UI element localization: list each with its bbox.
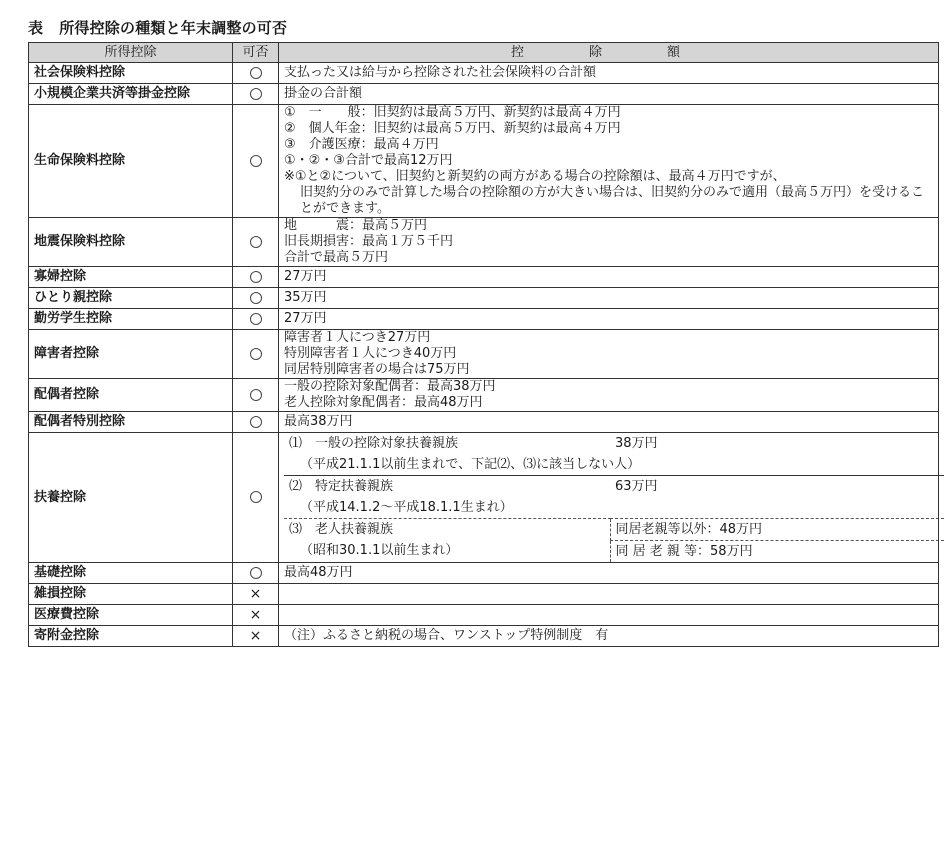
row-amount: 支払った又は給与から控除された社会保険料の合計額 [279,63,939,84]
table-row [29,105,939,218]
row-ok [233,412,279,433]
amount-line: 障害者１人につき27万円 [284,330,431,345]
header-name: 所得控除 [29,43,233,63]
row-amount [279,218,939,267]
amount-line: 地 震：最高５万円 [284,218,428,233]
header-ok: 可否 [233,43,279,63]
row-ok [233,267,279,288]
yes-mark [250,155,262,167]
yes-mark [250,348,262,360]
row-name: 社会保険料控除 [29,63,233,84]
row-ok [233,288,279,309]
header-row [29,43,939,63]
row-name: 勤労学生控除 [29,309,233,330]
row-ok [233,63,279,84]
yes-mark [250,313,262,325]
table-row [29,84,939,105]
amount-line: 合計で最高５万円 [284,250,389,265]
row-ok [233,105,279,218]
row-ok [233,563,279,584]
row-ok [233,433,279,563]
row-ok [233,379,279,412]
table-row [29,63,939,84]
no-mark: × [249,585,262,602]
table-row [29,330,939,379]
dep2-amount: 63万円 [615,478,658,494]
dep2-label: ⑵ 特定扶養親族 [289,478,394,494]
row-name: ひとり親控除 [29,288,233,309]
yes-mark [250,567,262,579]
no-mark: × [249,627,262,644]
table-row [29,626,939,647]
row-ok [233,330,279,379]
deduction-table [28,42,939,647]
table-row [29,218,939,267]
amount-line: ③ 介護医療：最高４万円 [284,137,439,152]
row-name: 雑損控除 [29,584,233,605]
yes-mark [250,271,262,283]
row-amount [279,105,939,218]
yes-mark [250,236,262,248]
header-amount: 控 除 額 [279,43,939,63]
row-amount [279,379,939,412]
row-ok [233,605,279,626]
dep3-amount-2: 同 居 老 親 等：58万円 [610,541,944,563]
table-caption [28,17,287,38]
yes-mark [250,389,262,401]
table-row [29,433,939,563]
no-mark: × [249,606,262,623]
table-row [29,379,939,412]
table-row [29,605,939,626]
yes-mark [250,292,262,304]
row-name: 障害者控除 [29,330,233,379]
amount-line: 一般の控除対象配偶者：最高38万円 [284,379,496,394]
row-amount [279,433,939,563]
dependents-grid [284,433,944,562]
row-amount [279,584,939,605]
amount-line: 旧長期損害：最高１万５千円 [284,234,454,249]
row-ok [233,309,279,330]
row-name: 地震保険料控除 [29,218,233,267]
yes-mark [250,88,262,100]
caption-label: 表 [28,19,44,37]
yes-mark [250,416,262,428]
table-row [29,309,939,330]
dep3-sub: （昭和30.1.1以前生まれ） [300,543,459,559]
row-ok [233,584,279,605]
row-name: 医療費控除 [29,605,233,626]
row-name: 配偶者控除 [29,379,233,412]
dep1-label: ⑴ 一般の控除対象扶養親族 [289,435,459,451]
row-name: 生命保険料控除 [29,105,233,218]
yes-mark [250,491,262,503]
row-name: 寄附金控除 [29,626,233,647]
amount-line: ② 個人年金：旧契約は最高５万円、新契約は最高４万円 [284,121,621,136]
amount-line: 特別障害者１人につき40万円 [284,346,457,361]
row-amount [279,605,939,626]
row-ok [233,626,279,647]
amount-line: 同居特別障害者の場合は75万円 [284,362,470,377]
table-row [29,412,939,433]
row-ok [233,218,279,267]
row-amount: 最高38万円 [279,412,939,433]
yes-mark [250,67,262,79]
table-row [29,288,939,309]
dep1-amount: 38万円 [615,435,658,451]
row-amount: 最高48万円 [279,563,939,584]
row-amount: 35万円 [279,288,939,309]
row-name: 寡婦控除 [29,267,233,288]
row-amount: 27万円 [279,267,939,288]
amount-line: ① 一 般：旧契約は最高５万円、新契約は最高４万円 [284,105,621,120]
row-amount: 掛金の合計額 [279,84,939,105]
row-amount [279,330,939,379]
amount-note: ※①と②について、旧契約と新契約の両方がある場合の控除額は、最高４万円ですが、 [284,169,786,184]
table-row [29,584,939,605]
row-name: 小規模企業共済等掛金控除 [29,84,233,105]
row-name: 配偶者特別控除 [29,412,233,433]
amount-line: 老人控除対象配偶者：最高48万円 [284,395,483,410]
caption-title: 所得控除の種類と年末調整の可否 [59,19,288,37]
dep3-amount-1: 同居老親等以外：48万円 [610,519,944,541]
row-name: 基礎控除 [29,563,233,584]
table-row [29,563,939,584]
row-amount: （注）ふるさと納税の場合、ワンストップ特例制度 有 [279,626,939,647]
dep3-label: ⑶ 老人扶養親族 [289,521,394,537]
amount-note-cont: 旧契約分のみで計算した場合の控除額の方が大きい場合は、旧契約分のみで適用（最高５万円）を受けることができます。 [300,185,925,216]
table-row [29,267,939,288]
dep2-sub: （平成14.1.2～平成18.1.1生まれ） [284,497,944,519]
row-amount: 27万円 [279,309,939,330]
row-name: 扶養控除 [29,433,233,563]
row-ok [233,84,279,105]
dep1-sub: （平成21.1.1以前生まれで、下記⑵、⑶に該当しない人） [284,454,944,476]
amount-line: ①・②・③合計で最高12万円 [284,153,453,168]
